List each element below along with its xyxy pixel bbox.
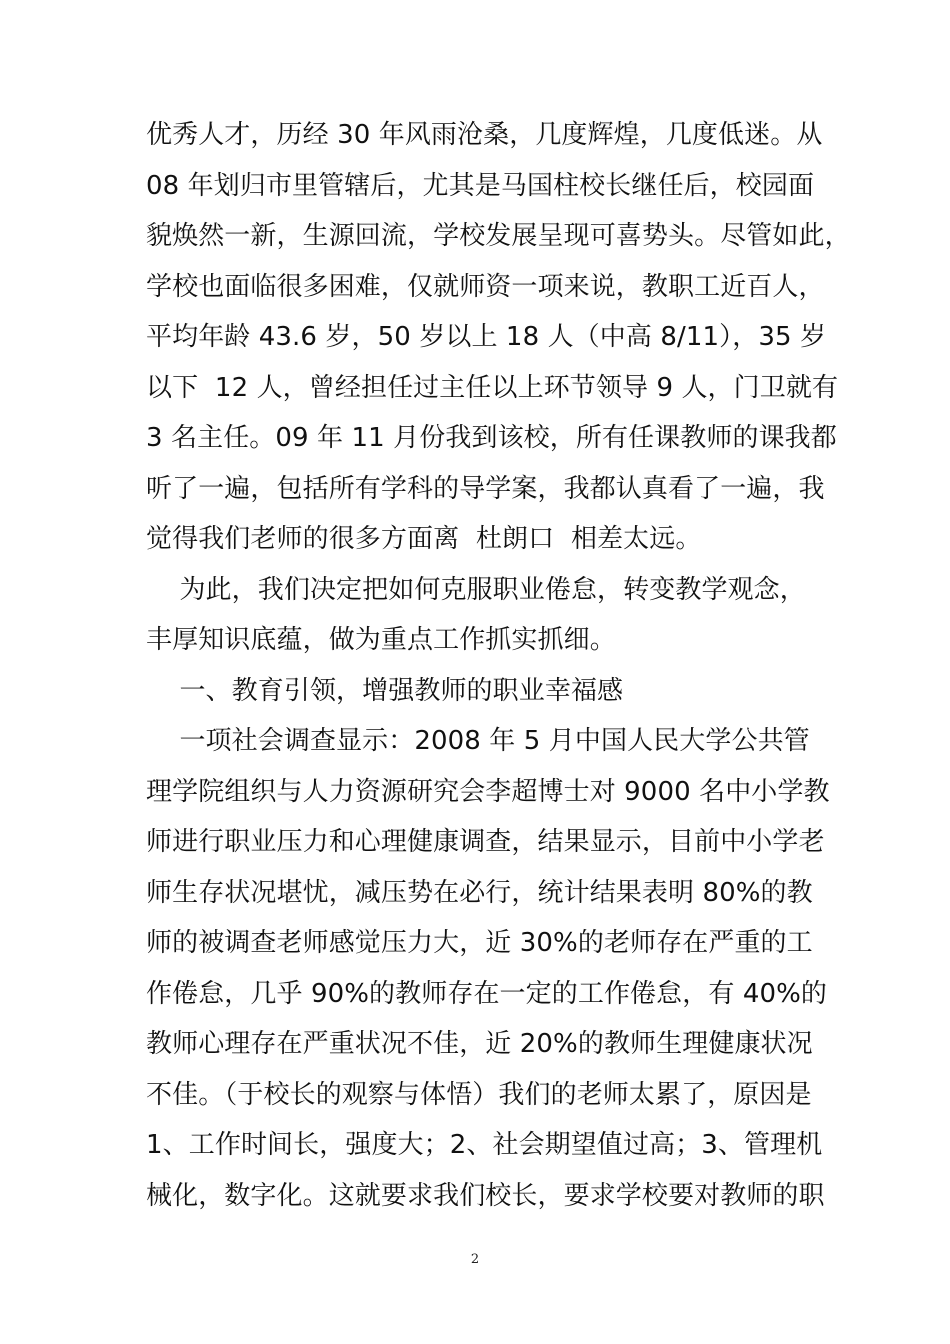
text-line: 师的被调查老师感觉压力大，近 30%的老师存在严重的工 [146,928,813,958]
text-line: 08 年划归市里管辖后，尤其是马国柱校长继任后，校园面 [146,170,815,201]
paragraph-line: 一项社会调查显示：2008 年 5 月中国人民大学公共管 [146,726,810,756]
body-text [146,110,851,1221]
text-line: 貌焕然一新，生源回流，学校发展呈现可喜势头。尽管如此， [146,221,851,251]
text-line: 觉得我们老师的很多方面离 杜朗口 相差太远。 [146,524,702,554]
text-line: 不佳。（于校长的观察与体悟）我们的老师太累了，原因是 [146,1079,812,1110]
text-line: 师生存状况堪忧，减压势在必行，统计结果表明 80%的教 [146,877,813,908]
text-line: 以下 12 人，曾经担任过主任以上环节领导 9 人，门卫就有 [146,372,839,403]
text-line: 作倦怠，几乎 90%的教师存在一定的工作倦怠，有 40%的 [146,978,828,1009]
text-line: 教师心理存在严重状况不佳，近 20%的教师生理健康状况 [146,1029,813,1059]
text-line: 听了一遍，包括所有学科的导学案，我都认真看了一遍，我 [146,473,825,504]
text-line: 3 名主任。09 年 11 月份我到该校，所有任课教师的课我都 [146,423,837,453]
text-line: 优秀人才，历经 30 年风雨沧桑，几度辉煌，几度低迷。从 [146,120,823,150]
text-line: 理学院组织与人力资源研究会李超博士对 9000 名中小学教 [146,776,830,807]
section-heading: 一、教育引领，增强教师的职业幸福感 [146,675,624,706]
text-line: 平均年龄 43.6 岁，50 岁以上 18 人（中高 8/11），35 岁 [146,322,827,352]
paragraph-line: 为此，我们决定把如何克服职业倦怠，转变教学观念， [146,574,806,605]
text-line: 师进行职业压力和心理健康调查，结果显示，目前中小学老 [146,827,825,857]
page-number: 2 [470,1252,480,1267]
text-line: 丰厚知识底蕴，做为重点工作抓实抓细。 [146,625,616,655]
text-line: 械化，数字化。这就要求我们校长，要求学校要对教师的职 [146,1180,825,1211]
text-line: 学校也面临很多困难，仅就师资一项来说，教职工近百人， [146,271,825,302]
text-line: 1、工作时间长，强度大；2、社会期望值过高；3、管理机 [146,1130,823,1160]
